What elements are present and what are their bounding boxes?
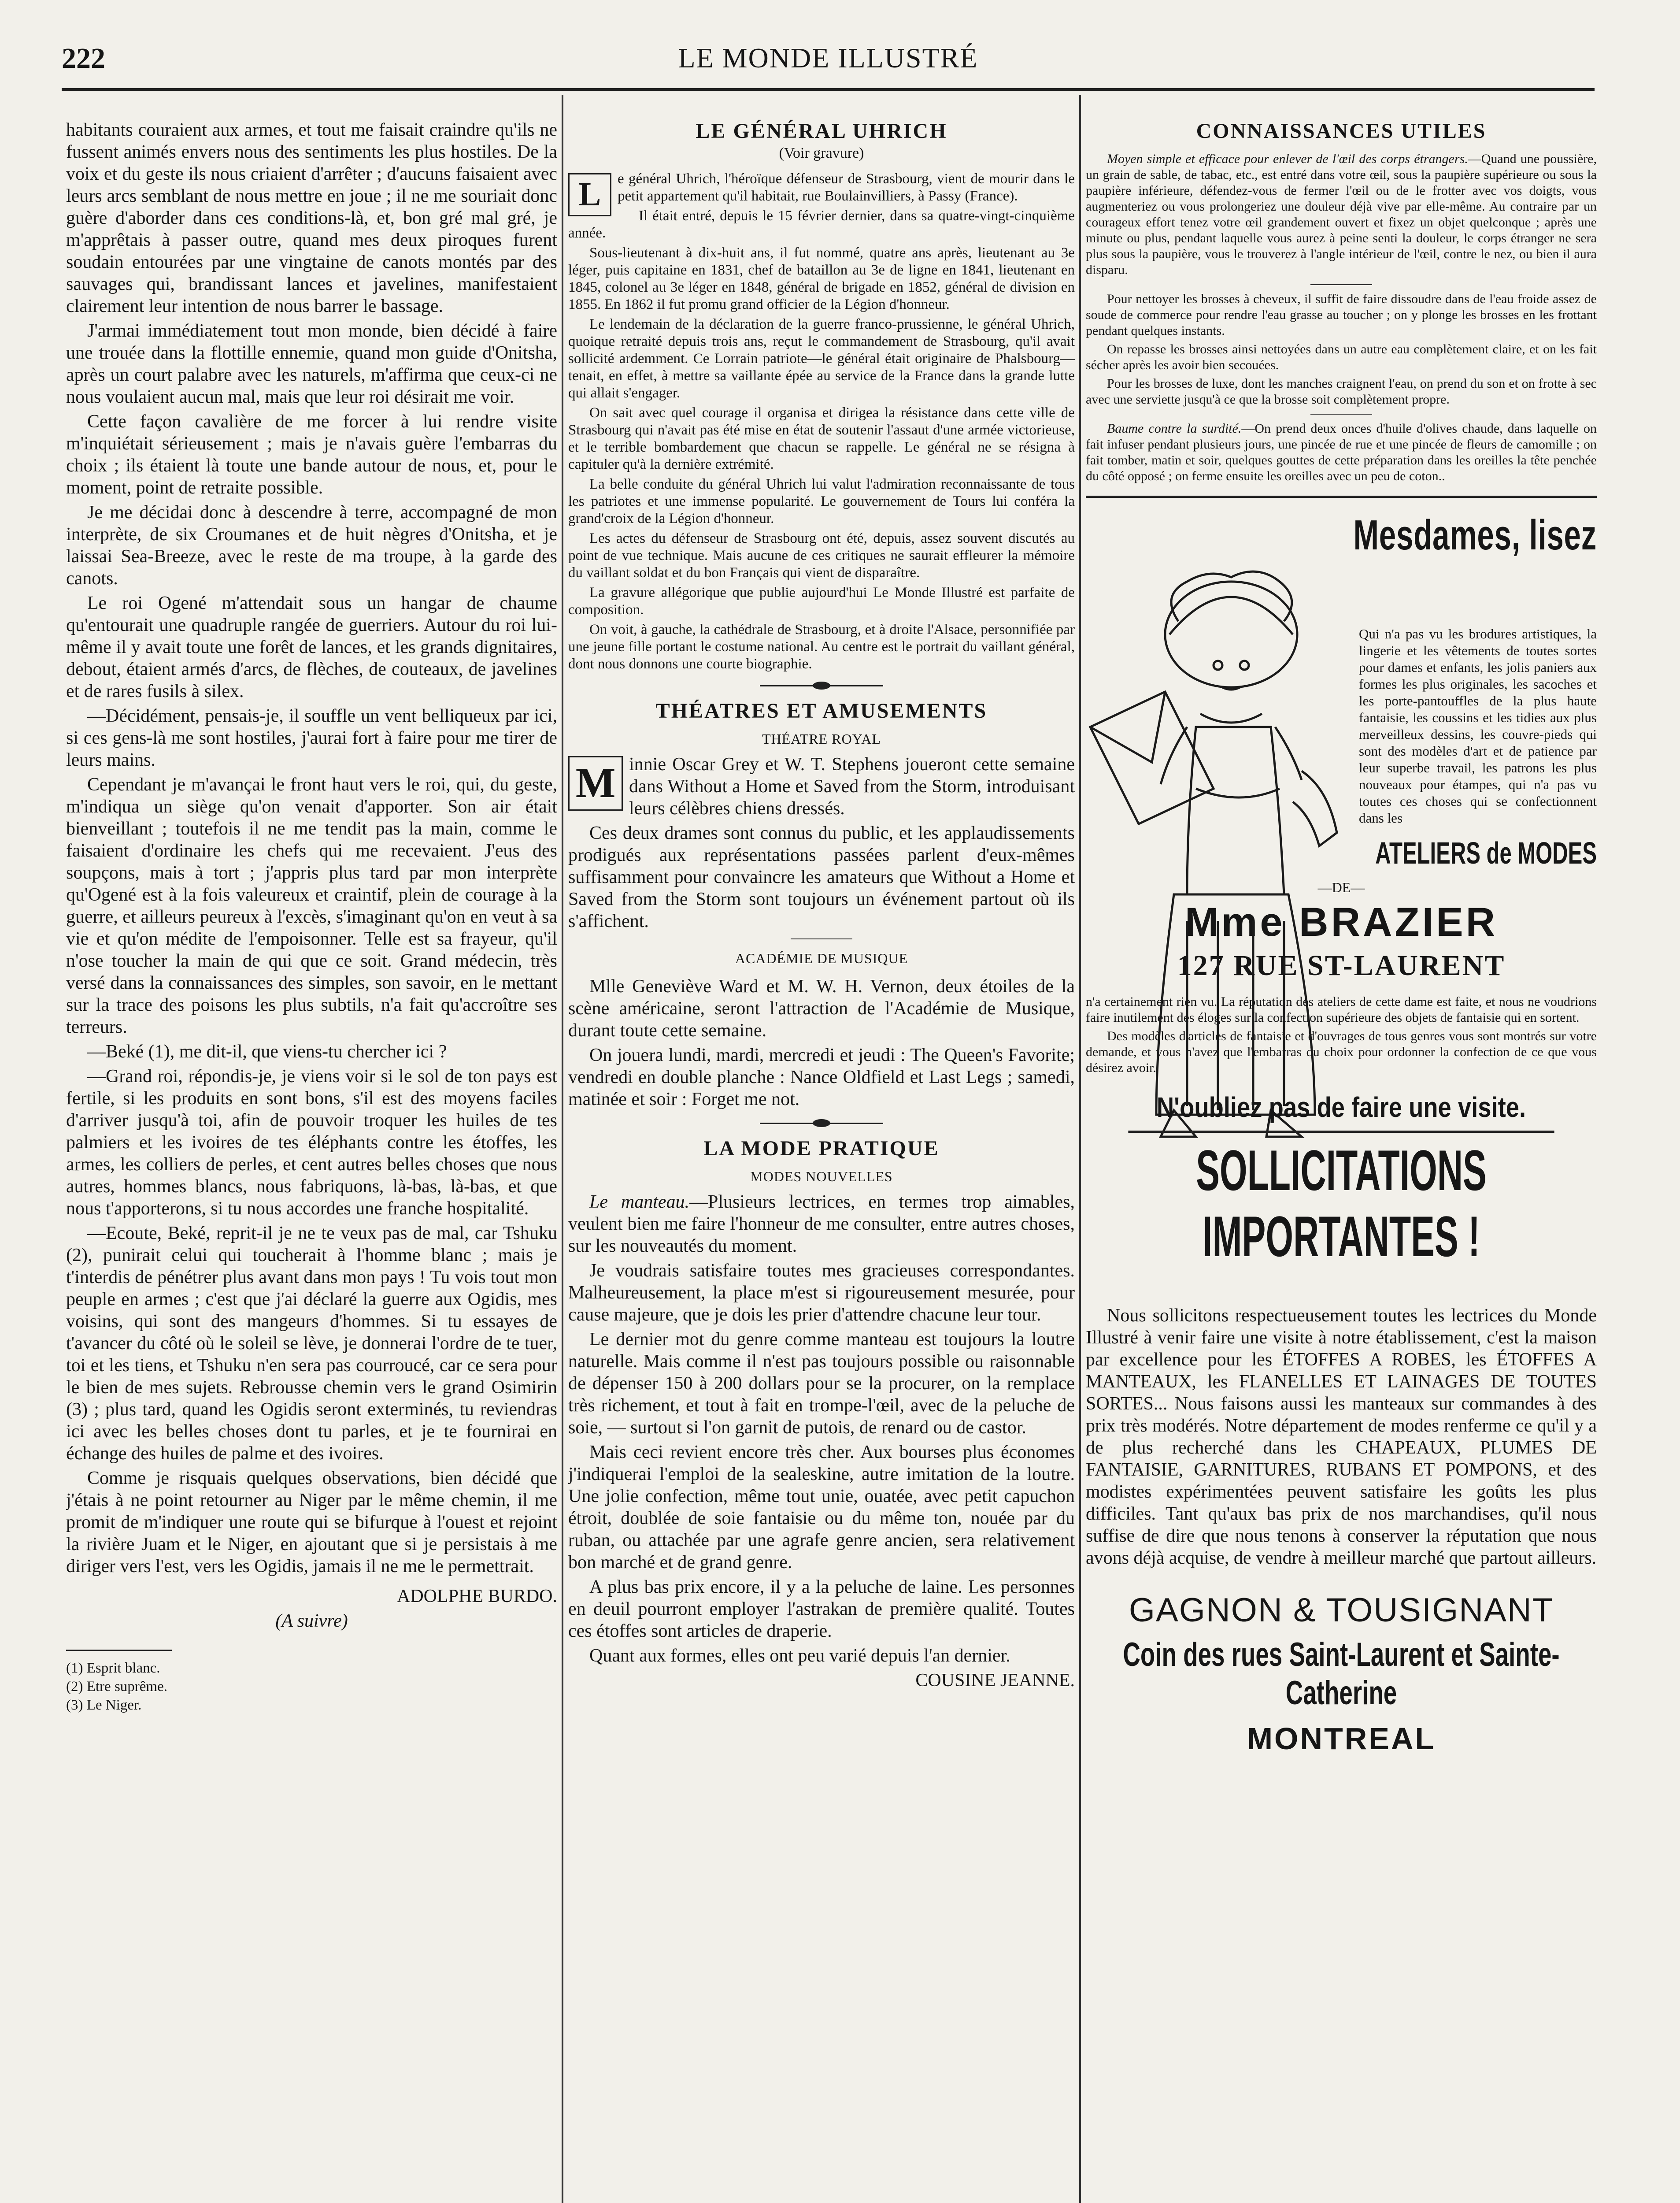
lead-phrase: Baume contre la surdité. bbox=[1107, 421, 1242, 436]
article-subtitle: (Voir gravure) bbox=[779, 145, 864, 161]
paragraph: —Quand une poussière, un grain de sable, de tabac, etc., est entré dans votre œil, sous la paupière supérieure ou sous la paupière inférieure, défendez-vous de fermer l'œil ou de le frotter avec vos doigts, vous augmenteriez ou vous prolongeriez une douleur déjà vive par elle-même. Au contraire par un courageux effort tenez votre œil grandement ouvert et fixez un objet quelconque ; après une minute ou plus, pendant laquelle vous aurez à peine senti la douleur, le corps étranger ne sera plus sous la paupière, vous le trouverez à l'angle intérieur de l'œil, contre le nez, ou bien il aura disparu. bbox=[1086, 152, 1597, 277]
ad-headline: Mesdames, lisez bbox=[1353, 512, 1597, 559]
lead-phrase: Le manteau. bbox=[589, 1192, 690, 1212]
footnote: (3) Le Niger. bbox=[66, 1697, 142, 1713]
paragraph: Quant aux formes, elles ont peu varié depuis l'an dernier. bbox=[589, 1646, 1010, 1666]
paragraph: La belle conduite du général Uhrich lui valut l'admiration reconnaissante de tous les patriotes et une immense popularité. Le gouvernement de Tours lui conféra la grand'croix de la Légion d'honneur. bbox=[568, 476, 1075, 527]
paragraph: —Beké (1), me dit-il, que viens-tu chercher ici ? bbox=[87, 1042, 447, 1062]
short-rule bbox=[1310, 284, 1372, 285]
ad-corner-address: Coin des rues Saint-Laurent et Sainte-Catherine bbox=[1123, 1636, 1560, 1712]
section-title: THÉATRES ET AMUSEMENTS bbox=[655, 699, 988, 723]
paragraph: Il était entré, depuis le 15 février dernier, dans sa quatre-vingt-cinquième année. bbox=[568, 208, 1075, 241]
ad-call-to-action: N'oubliez pas de faire une visite. bbox=[1156, 1091, 1526, 1123]
article-title: LE GÉNÉRAL UHRICH bbox=[696, 119, 947, 143]
paragraph: Cependant je m'avançai le front haut vers le roi, qui, du geste, m'indiqua un siège qu'on venait d'apporter. Son air était bienveillant ; toutefois il ne me tendit pas la main, comme le faisaient d'ordinaire les chefs qui me recevaient. J'eus des soupçons, mais à tort ; j'appris plus tard par mon interprète qu'Ogené est à la fois valeureux et craintif, plein de courage à la guerre, et ailleurs peureux à l'excès, s'imaginant qu'on en veut à sa vie et qu'on médite de l'empoisonner. Telle est sa frayeur, qu'il n'ose toucher la main de qui que ce soit. Grand médecin, très versé dans la connaissances des simples, son savoir, en le mettant sur la trace des poisons les plus subtils, n'a fait qu'accroître ses terreurs. bbox=[66, 775, 557, 1037]
paragraph: —Plusieurs lectrices, en termes trop aimables, veulent bien me faire l'honneur de me consulter, entre autres choses, sur les nouveautés du moment. bbox=[568, 1192, 1075, 1256]
footnote: (1) Esprit blanc. bbox=[66, 1660, 160, 1676]
page-number: 222 bbox=[62, 42, 105, 74]
short-rule bbox=[791, 938, 852, 939]
paragraph: Ces deux drames sont connus du public, et les applaudissements prodigués aux représentations passées parlent d'eux-mêmes suffisamment pour convaincre les amateurs que Without a Home et Saved from the Storm sont toujours un événement partout où ils s'affichent. bbox=[568, 823, 1075, 931]
paragraph: —Décidément, pensais-je, il souffle un vent belliqueux par ici, si ces gens-là me sont hostiles, j'aurai fort à faire pour me tirer de leurs mains. bbox=[66, 706, 557, 770]
paragraph: —On prend deux onces d'huile d'olives chaude, dans laquelle on fait infuser pendant plusieurs jours, une pincée de rue et une pincée de fleurs de camomille ; on fait tomber, matin et soir, quelques gouttes de cette préparation dans les oreilles la tête penchée du côté opposé ; on ferme ensuite les oreilles avec un peu de coton.. bbox=[1086, 421, 1597, 483]
ad-subhead: ATELIERS de MODES bbox=[1375, 836, 1597, 870]
story-column bbox=[66, 119, 557, 2203]
column-divider bbox=[1079, 95, 1081, 2203]
paragraph: A plus bas prix encore, il y a la peluche de laine. Les personnes en deuil pourront employer l'astrakan de première qualité. Toutes ces étoffes sont articles de draperie. bbox=[568, 1577, 1075, 1641]
ad-body: Qui n'a pas vu les brodures artistiques, la lingerie et les vêtements de toutes sortes pour dames et enfants, les jolis paniers aux formes les plus originales, les sacoches et les porte-pantouffles de la plus haute fantaisie, les coussins et les tidies aux plus merveilleux dessins, les couvre-pieds qui sont des modèles d'art et de patience par leur superbe travail, les patrons les plus nouveaux pour étampes, qui n'a pas vu toutes ces choses qui se confectionnent dans les bbox=[1359, 626, 1597, 826]
section-subheading: ACADÉMIE DE MUSIQUE bbox=[735, 950, 908, 966]
ads-column bbox=[1086, 119, 1597, 2203]
section-subheading: THÉATRE ROYAL bbox=[762, 731, 881, 747]
paragraph: On repasse les brosses ainsi nettoyées dans un autre eau complètement claire, et on les fait sécher après les avoir bien secouées. bbox=[1086, 342, 1597, 372]
ornament-separator bbox=[760, 685, 883, 686]
header-rule bbox=[62, 88, 1595, 91]
paragraph: innie Oscar Grey et W. T. Stephens joueront cette semaine dans Without a Home et Saved from the Storm, introduisant leurs célèbres chiens dressés. bbox=[629, 754, 1075, 819]
page-header bbox=[62, 42, 1595, 82]
lead-phrase: Moyen simple et efficace pour enlever de l'œil des corps étrangers. bbox=[1107, 152, 1468, 166]
ad-de: —DE— bbox=[1317, 879, 1365, 895]
ad-paragraph: n'a certainement rien vu. La réputation des ateliers de cette dame est faite, et nous ne voudrions faire inutilement des éloges sur la confection supérieure des objets de fantaisie qui en sortent. bbox=[1086, 994, 1597, 1025]
short-rule bbox=[1310, 414, 1372, 415]
section-title: CONNAISSANCES UTILES bbox=[1196, 119, 1487, 143]
paragraph: —Grand roi, répondis-je, je viens voir si le sol de ton pays est fertile, si les produits en sont bons, s'il est des moyens faciles d'arriver jusqu'à toi, afin de pouvoir troquer les huiles de tes palmiers et les ivoires de tes éléphants contre les étoffes, les armes, les colliers de perles, et cent autres belles choses que nous autres, hommes blancs, nous fabriquons, là-bas, là-bas, et que nous t'apporterons, si tu nous accordes une franche hospitalité. bbox=[66, 1066, 557, 1219]
column-divider bbox=[562, 95, 563, 2203]
section-subheading: MODES NOUVELLES bbox=[750, 1168, 893, 1184]
paragraph: J'armai immédiatement tout mon monde, bien décidé à faire une trouée dans la flottille ennemie, quand mon guide d'Onitsha, après un court palabre avec les naturels, m'affirma que ceux-ci ne nous voulaient aucun mal, mais que leur roi désirait me voir. bbox=[66, 321, 557, 407]
paragraph: Le dernier mot du genre comme manteau est toujours la loutre naturelle. Mais comme il n'est pas toujours possible ou raisonnable de dépenser 150 à 200 dollars pour se la procurer, on la remplace très richement, et tout à fait en trompe-l'œil, avec de la peluche de soie, — surtout si l'on garnit de putois, de renard ou de castor. bbox=[568, 1329, 1075, 1438]
author-signature: COUSINE JEANNE. bbox=[915, 1670, 1075, 1691]
paragraph: Pour nettoyer les brosses à cheveux, il suffit de faire dissoudre dans de l'eau froide assez de soude de commerce pour rendre l'eau grasse au toucher ; on y plonge les brosses en les frottant pendant quelques instants. bbox=[1086, 292, 1597, 338]
paragraph: Je voudrais satisfaire toutes mes gracieuses correspondantes. Malheureusement, la place m'est si rigoureusement mesurée, pour cause majeure, que je dois les prier d'attendre chacune leur tour. bbox=[568, 1261, 1075, 1325]
paragraph: Le lendemain de la déclaration de la guerre franco-prussienne, le général Uhrich, quoique retraité depuis trois ans, reçut le commandement de Strasbourg, qu'il avait sollicité ardemment. Ce Lorrain patriote—le général était originaire de Phalsbourg—tenait, en effet, à mettre sa vaillante épée au service de la France dans la grande lutte qui allait s'engager. bbox=[568, 316, 1075, 401]
author-signature: ADOLPHE BURDO. bbox=[396, 1586, 557, 1606]
dropcap: L bbox=[568, 173, 611, 216]
dropcap: M bbox=[568, 756, 623, 811]
masthead: LE MONDE ILLUSTRÉ bbox=[678, 42, 978, 74]
paragraph: Le roi Ogené m'attendait sous un hangar de chaume qu'entourait une quadruple rangée de guerriers. Autour du roi lui-même il y avait toute une forêt de lances, et les grands dignitaires, debout, étaient armés d'arcs, de flèches, de couteaux, de javelines et de rares fusils à silex. bbox=[66, 593, 557, 701]
advertisement-brazier bbox=[1086, 496, 1597, 1124]
paragraph: Cette façon cavalière de me forcer à lui rendre visite m'inquiétait sérieusement ; mais je n'avais guère l'embarras du choix ; ils étaient là toute une bande autour de nous, et, pour le moment, point de retraite possible. bbox=[66, 412, 557, 498]
paragraph: Mlle Geneviève Ward et M. W. H. Vernon, deux étoiles de la scène américaine, seront l'attraction de l'Académie de Musique, durant toute cette semaine. bbox=[568, 976, 1075, 1041]
ad-headline-sollicitations: SOLLICITATIONS IMPORTANTES ! bbox=[1128, 1131, 1554, 1269]
ad-firm-name: GAGNON & TOUSIGNANT bbox=[1129, 1591, 1554, 1629]
paragraph: Les actes du défenseur de Strasbourg ont été, depuis, assez souvent discutés au point de vue technique. Mais aucune de ces critiques ne saurait effleurer la mémoire du vaillant soldat et du bon Français qui vient de disparaître. bbox=[568, 530, 1075, 581]
section-title: LA MODE PRATIQUE bbox=[703, 1137, 940, 1160]
paragraph: Comme je risquais quelques observations, bien décidé que j'étais à ne point retourner au Niger par le même chemin, il me promit de m'indiquer une route qui se bifurque à l'ouest et rejoint la rivière Juam et le Niger, en ajoutant que si je persistais à me diriger vers l'est, vers les Ogidis, jamais il ne me le permettrait. bbox=[66, 1468, 557, 1576]
footnote-rule bbox=[66, 1650, 172, 1651]
paragraph: habitants couraient aux armes, et tout me faisait craindre qu'ils ne fussent animés envers nous des sentiments les plus hostiles. De la voix et du geste ils nous criaient d'arrêter ; d'aucuns faisaient avec leurs arcs semblant de nous mettre en joue ; il ne me souriait donc guère d'aborder dans ces conditions-là, et, bon gré mal gré, je m'apprêtais à passer outre, quand mes deux piroques furent soudain entourées par une vingtaine de canots montés par des sauvages qui, brandissant lances et javelines, manifestaient clairement leur intention de nous barrer le bassage. bbox=[66, 120, 557, 316]
paragraph: On sait avec quel courage il organisa et dirigea la résistance dans cette ville de Strasbourg qui n'avait pas été mise en état de soutenir l'assaut d'une armée victorieuse, et le terrible bombardement que chacun se rappelle. Le général ne se résigna à capituler qu'à la dernière extrémité. bbox=[568, 405, 1075, 472]
to-follow-note: (A suivre) bbox=[275, 1611, 348, 1631]
paragraph: —Ecoute, Beké, reprit-il je ne te veux pas de mal, car Tshuku (2), punirait celui qui toucherait à l'homme blanc ; mais je t'interdis de pénétrer plus avant dans mon pays ! Tu vois tout mon peuple en armes ; c'est que j'ai déclaré la guerre aux Ogidis, mes voisins, qui sont des mangeurs d'hommes. Si tu essayes de t'avancer du côté où le soleil se lève, je donnerai l'ordre de te tuer, toi et les tiens, et Tshuku n'en sera pas courroucé, car ce sera pour le bien de mes sujets. Rebrousse chemin vers le grand Osimirin (3) ; plus tard, quand les Ogidis seront exterminés, tu reviendras ici avec les belles choses dont tu parles, et je te fournirai en échange des huiles de palme et des ivoires. bbox=[66, 1223, 557, 1464]
paragraph: Je me décidai donc à descendre à terre, accompagné de mon interprète, de six Croumanes et de huit nègres d'Onitsha, et je laissai Sea-Breeze, avec le reste de ma troupe, à la garde des canots. bbox=[66, 502, 557, 589]
paragraph: Mais ceci revient encore très cher. Aux bourses plus économes j'indiquerai l'emploi de la sealeskine, autre imitation de la loutre. Une jolie confection, même tout unie, ouatée, avec petit capuchon étroit, doublée de soie fantaisie ou du même ton, nouée par du ruban, ou attachée par une agrafe genre ancien, sera relativement bon marché et de grand genre. bbox=[568, 1442, 1075, 1573]
paragraph: e général Uhrich, l'héroïque défenseur de Strasbourg, vient de mourir dans le petit appartement qu'il habitait, rue Boulainvilliers, à Passy (France). bbox=[618, 171, 1075, 204]
footnote: (2) Etre suprême. bbox=[66, 1679, 167, 1695]
news-column bbox=[568, 119, 1075, 2203]
ad-address: 127 RUE ST-LAURENT bbox=[1177, 949, 1506, 982]
ad-body: Nous sollicitons respectueusement toutes les lectrices du Monde Illustré à venir faire une visite à notre établissement, c'est la maison par excellence pour les ÉTOFFES A ROBES, les ÉTOFFES A MANTEAUX, les FLANELLES ET LAINAGES DE TOUTES SORTES... Nous faisons aussi les manteaux sur commandes à des prix très modérés. Notre département de modes renferme ce qu'il y a de plus recherché dans les CHAPEAUX, PLUMES DE FANTAISIE, GARNITURES, RUBANS ET POMPONS, et des modistes expérimentées peuvent satisfaire les goûts les plus difficiles. Tant qu'aux bas prix de nos marchandises, qu'il nous suffise de dire que nous tenons à conserver la réputation que nous avons déjà acquise, de vendre à meilleur marché que partout ailleurs. bbox=[1086, 1305, 1597, 1568]
paragraph: On jouera lundi, mardi, mercredi et jeudi : The Queen's Favorite; vendredi en double planche : Nance Oldfield et Last Legs ; samedi, matinée et soir : Forget me not. bbox=[568, 1045, 1075, 1109]
ornament-separator bbox=[760, 1123, 883, 1124]
ad-paragraph: Des modèles d'articles de fantaisie et d'ouvrages de tous genres vous sont montrés sur votre demande, et vous n'avez que l'embarras du choix pour ordonner la confection de ce que vous désirez avoir. bbox=[1086, 1029, 1597, 1075]
paragraph: Pour les brosses de luxe, dont les manches craignent l'eau, on prend du son et on frotte à sec avec une serviette jusqu'à ce que la brosse soit complètement propre. bbox=[1086, 376, 1597, 407]
paragraph: On voit, à gauche, la cathédrale de Strasbourg, et à droite l'Alsace, personnifiée par une jeune fille portant le costume national. Au centre est le portrait du vaillant général, dont nous donnons une courte biographie. bbox=[568, 622, 1075, 672]
paragraph: Sous-lieutenant à dix-huit ans, il fut nommé, quatre ans après, lieutenant au 3e léger, puis capitaine en 1831, chef de bataillon au 3e de ligne en 1841, lieutenant en 1845, colonel au 3e léger en 1848, général de brigade en 1852, général de division en 1855. En 1862 il fut promu grand officier de la Légion d'honneur. bbox=[568, 245, 1075, 312]
ad-business-name: Mme BRAZIER bbox=[1184, 900, 1498, 945]
ad-city: MONTREAL bbox=[1247, 1721, 1436, 1756]
paragraph: La gravure allégorique que publie aujourd'hui Le Monde Illustré est parfaite de composition. bbox=[568, 585, 1075, 618]
